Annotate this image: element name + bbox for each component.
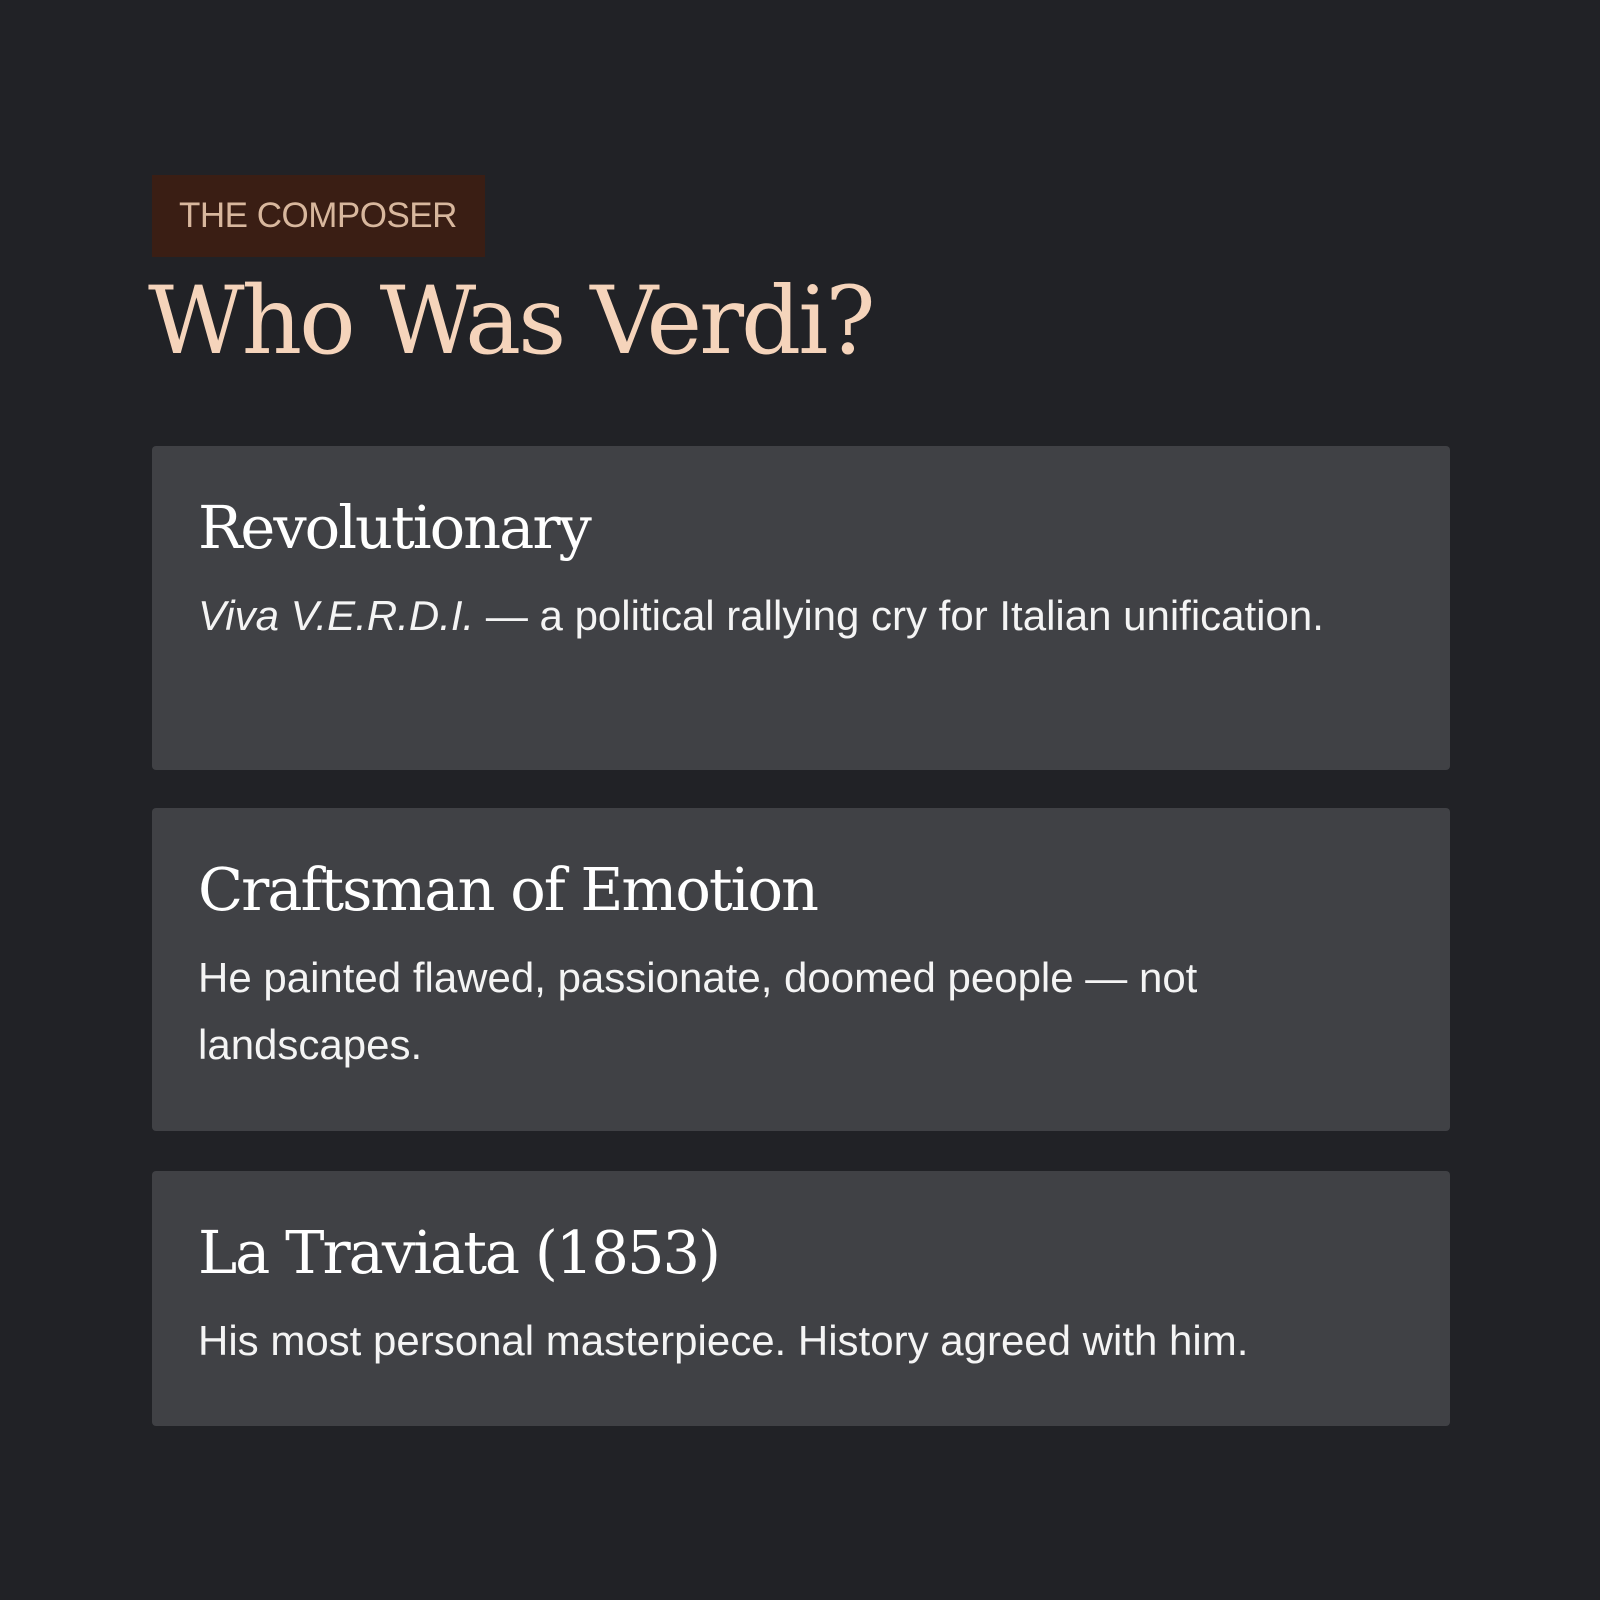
card-la-traviata	[152, 1171, 1450, 1426]
card-title: Craftsman of Emotion	[198, 855, 817, 924]
card-text-body: — a political rallying cry for Italian unification.	[474, 592, 1324, 639]
card-craftsman-of-emotion	[152, 808, 1450, 1131]
card-title: La Traviata (1853)	[198, 1218, 720, 1287]
card-text	[198, 582, 1358, 649]
card-text: His most personal masterpiece. History agreed with him.	[198, 1317, 1249, 1364]
card-text-emphasis: Viva V.E.R.D.I.	[198, 592, 475, 639]
card-text: He painted flawed, passionate, doomed people — not landscapes.	[198, 954, 1198, 1068]
card-revolutionary	[152, 446, 1450, 770]
eyebrow-label: THE COMPOSER	[152, 175, 485, 257]
page-title: Who Was Verdi?	[148, 267, 873, 376]
card-title: Revolutionary	[198, 493, 590, 562]
